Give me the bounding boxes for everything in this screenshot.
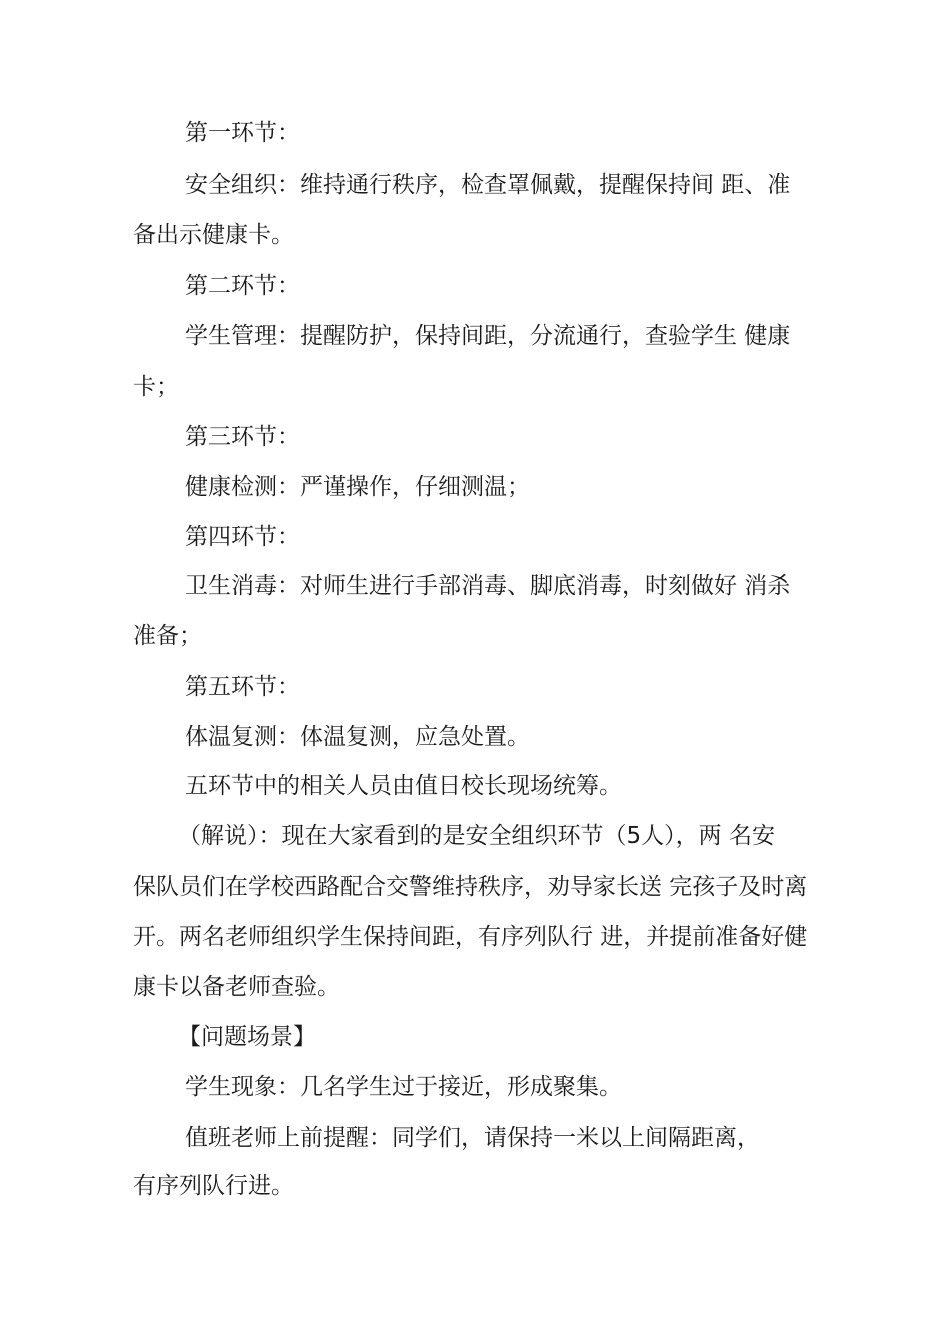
text-line: （解说）：现在大家看到的是安全组织环节（5人），两 名安 bbox=[178, 823, 775, 849]
text-line: 第五环节： bbox=[185, 674, 300, 700]
text-line: 安全组织：维持通行秩序，检查罩佩戴，提醒保持间 距、准 bbox=[185, 172, 791, 198]
text-line: 学生管理：提醒防护，保持间距，分流通行，查验学生 健康 bbox=[185, 323, 791, 349]
text-line: 有序列队行进。 bbox=[133, 1173, 294, 1199]
text-line: 第一环节： bbox=[185, 120, 300, 146]
text-line: 保队员们在学校西路配合交警维持秩序，劝导家长送 完孩子及时离 bbox=[133, 874, 808, 900]
text-line: 学生现象：几名学生过于接近，形成聚集。 bbox=[185, 1074, 622, 1100]
text-line: 体温复测：体温复测，应急处置。 bbox=[185, 724, 530, 750]
text-line: 开。两名老师组织学生保持间距，有序列队行 进，并提前准备好健 bbox=[133, 924, 808, 950]
text-line: 五环节中的相关人员由值日校长现场统筹。 bbox=[185, 773, 622, 799]
text-line: 康卡以备老师查验。 bbox=[133, 974, 340, 1000]
text-line: 值班老师上前提醒：同学们，请保持一米以上间隔距离， bbox=[185, 1125, 760, 1151]
text-line: 卡； bbox=[133, 374, 179, 400]
text-line: 第三环节： bbox=[185, 424, 300, 450]
text-line: 第四环节： bbox=[185, 524, 300, 550]
text-line: 健康检测：严谨操作，仔细测温； bbox=[185, 474, 530, 500]
text-line: 备出示健康卡。 bbox=[133, 222, 294, 248]
text-line: 准备； bbox=[133, 623, 202, 649]
text-line: 卫生消毒：对师生进行手部消毒、脚底消毒，时刻做好 消杀 bbox=[185, 573, 791, 599]
section-heading: 【问题场景】 bbox=[178, 1024, 316, 1050]
text-line: 第二环节： bbox=[185, 273, 300, 299]
